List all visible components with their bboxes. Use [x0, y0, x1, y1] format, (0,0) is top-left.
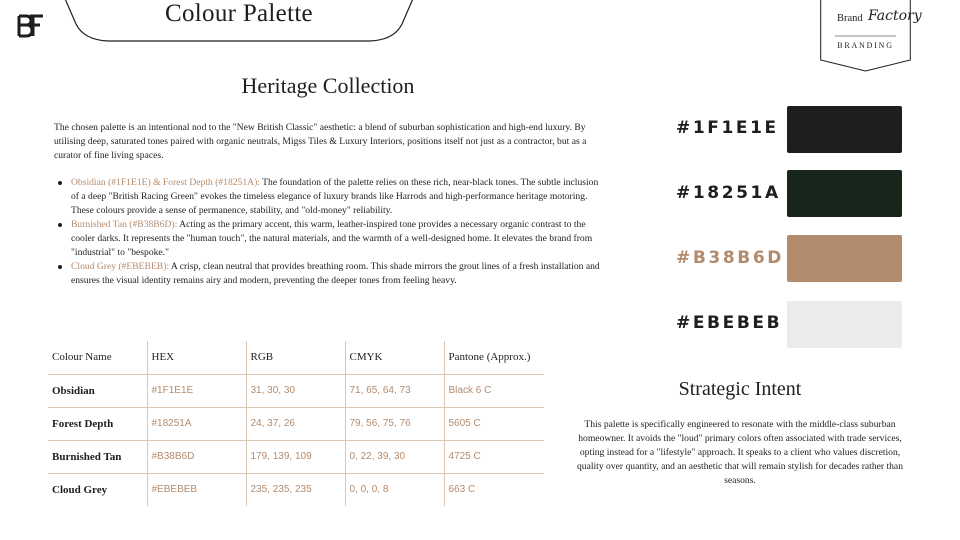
cell-colour-name: Cloud Grey: [48, 473, 147, 506]
title-tab: [62, 0, 416, 48]
cell-pantone: 663 C: [448, 484, 476, 496]
bullet-obsidian-forest: [58, 176, 604, 218]
cell-rgb: 24, 37, 26: [246, 407, 345, 440]
bullet-cloud-grey: [58, 260, 604, 288]
bf-logo-icon: [16, 14, 46, 38]
header-hex: HEX: [147, 341, 246, 374]
bullet-label: Burnished Tan (#B38B6D):: [71, 219, 178, 230]
bullet-label: Cloud Grey (#EBEBEB):: [71, 261, 170, 272]
cell-cmyk: 79, 56, 75, 76: [345, 407, 444, 440]
palette-bullets: [58, 176, 604, 288]
bullet-text: Acting as the primary accent, this warm, leather-inspired tone provides a necessary organic contrast to the cooler darks. It represents the "human touch", the natural materials, and the warmth of a well-designed home. It elevates the brand from "industrial" to "bespoke.": [71, 219, 593, 258]
swatch-obsidian: [787, 106, 902, 153]
cell-colour-name: Obsidian: [48, 374, 147, 407]
table-row: [48, 440, 544, 473]
header-pantone: Pantone (Approx.): [444, 341, 544, 374]
swatch-label-forest-depth: #18251A: [676, 183, 781, 203]
cell-rgb: 179, 139, 109: [246, 440, 345, 473]
swatch-label-burnished-tan: #B38B6D: [676, 248, 784, 268]
bullet-dot: [58, 223, 62, 227]
bullet-dot: [58, 181, 62, 185]
colour-spec-table: [48, 341, 544, 506]
brand-word: Brand: [837, 13, 863, 24]
swatch-label-cloud-grey: #EBEBEB: [676, 313, 783, 333]
table-header-row: [48, 341, 544, 374]
cell-cmyk: 0, 22, 39, 30: [345, 440, 444, 473]
bullet-text: The foundation of the palette relies on these rich, near-black tones. The subtle inclusion of a deep "British Racing Green" evokes the timeless elegance of luxury brands like Harrods and high-performance heritage motoring. These colours provide a sense of permanence, stability, and "old-money" reliability.: [71, 177, 599, 216]
intent-body: This palette is specifically engineered to resonate with the middle-class suburban homeowner. It avoids the "loud" primary colors often associated with trade services, opting instead for a "lifestyle" approach. It speaks to a client who values discretion, quality over quantity, and an aesthetic that will remain stylish for decades rather than seasons.: [577, 419, 903, 486]
swatch-burnished-tan: [787, 235, 902, 282]
table-row: [48, 374, 544, 407]
cell-cmyk: 71, 65, 64, 73: [345, 374, 444, 407]
bullet-dot: [58, 265, 62, 269]
header-cmyk: CMYK: [345, 341, 444, 374]
bullet-text: A crisp, clean neutral that provides breathing room. This shade mirrors the grout lines of a fresh installation and ensures the visual identity remains airy and modern, preventing the deeper tones from feeling heavy.: [71, 261, 600, 286]
intro-paragraph: The chosen palette is an intentional nod to the "New British Classic" aesthetic: a blend of suburban sophistication and high-end luxury. By utilising deep, saturated tones paired with organic neutrals, Migss Tiles & Luxury Interiors, positions itself not just as a contractor, but as a curator of fine living spaces.: [54, 122, 587, 161]
collection-heading: Heritage Collection: [241, 73, 415, 98]
cell-hex: #1F1E1E: [147, 374, 246, 407]
bullet-label: Obsidian (#1F1E1E) & Forest Depth (#18251A):: [71, 177, 260, 188]
table-row: [48, 407, 544, 440]
intent-heading: Strategic Intent: [678, 378, 802, 400]
cell-colour-name: Burnished Tan: [48, 440, 147, 473]
swatch-label-obsidian: #1F1E1E: [676, 118, 779, 138]
cell-hex: #18251A: [147, 407, 246, 440]
swatch-cloud-grey: [787, 301, 902, 348]
cell-pantone: 5605 C: [444, 407, 544, 440]
cell-cmyk: 0, 0, 0, 8: [345, 473, 444, 506]
cell-colour-name: Forest Depth: [48, 407, 147, 440]
cell-pantone: 4725 C: [444, 440, 544, 473]
table-row: [48, 473, 544, 506]
bullet-burnished-tan: [58, 218, 604, 260]
cell-hex: #EBEBEB: [147, 473, 246, 506]
cell-hex: #B38B6D: [147, 440, 246, 473]
page-title: Colour Palette: [165, 0, 313, 27]
cell-rgb: 235, 235, 235: [246, 473, 345, 506]
swatch-forest-depth: [787, 170, 902, 217]
cell-pantone: Black 6 C: [444, 374, 544, 407]
header-rgb: RGB: [246, 341, 345, 374]
brand-badge: [820, 0, 922, 72]
brand-sub: BRANDING: [837, 41, 894, 50]
brand-script: Factory: [868, 8, 922, 24]
cell-rgb: 31, 30, 30: [246, 374, 345, 407]
header-colour-name: Colour Name: [48, 341, 147, 374]
